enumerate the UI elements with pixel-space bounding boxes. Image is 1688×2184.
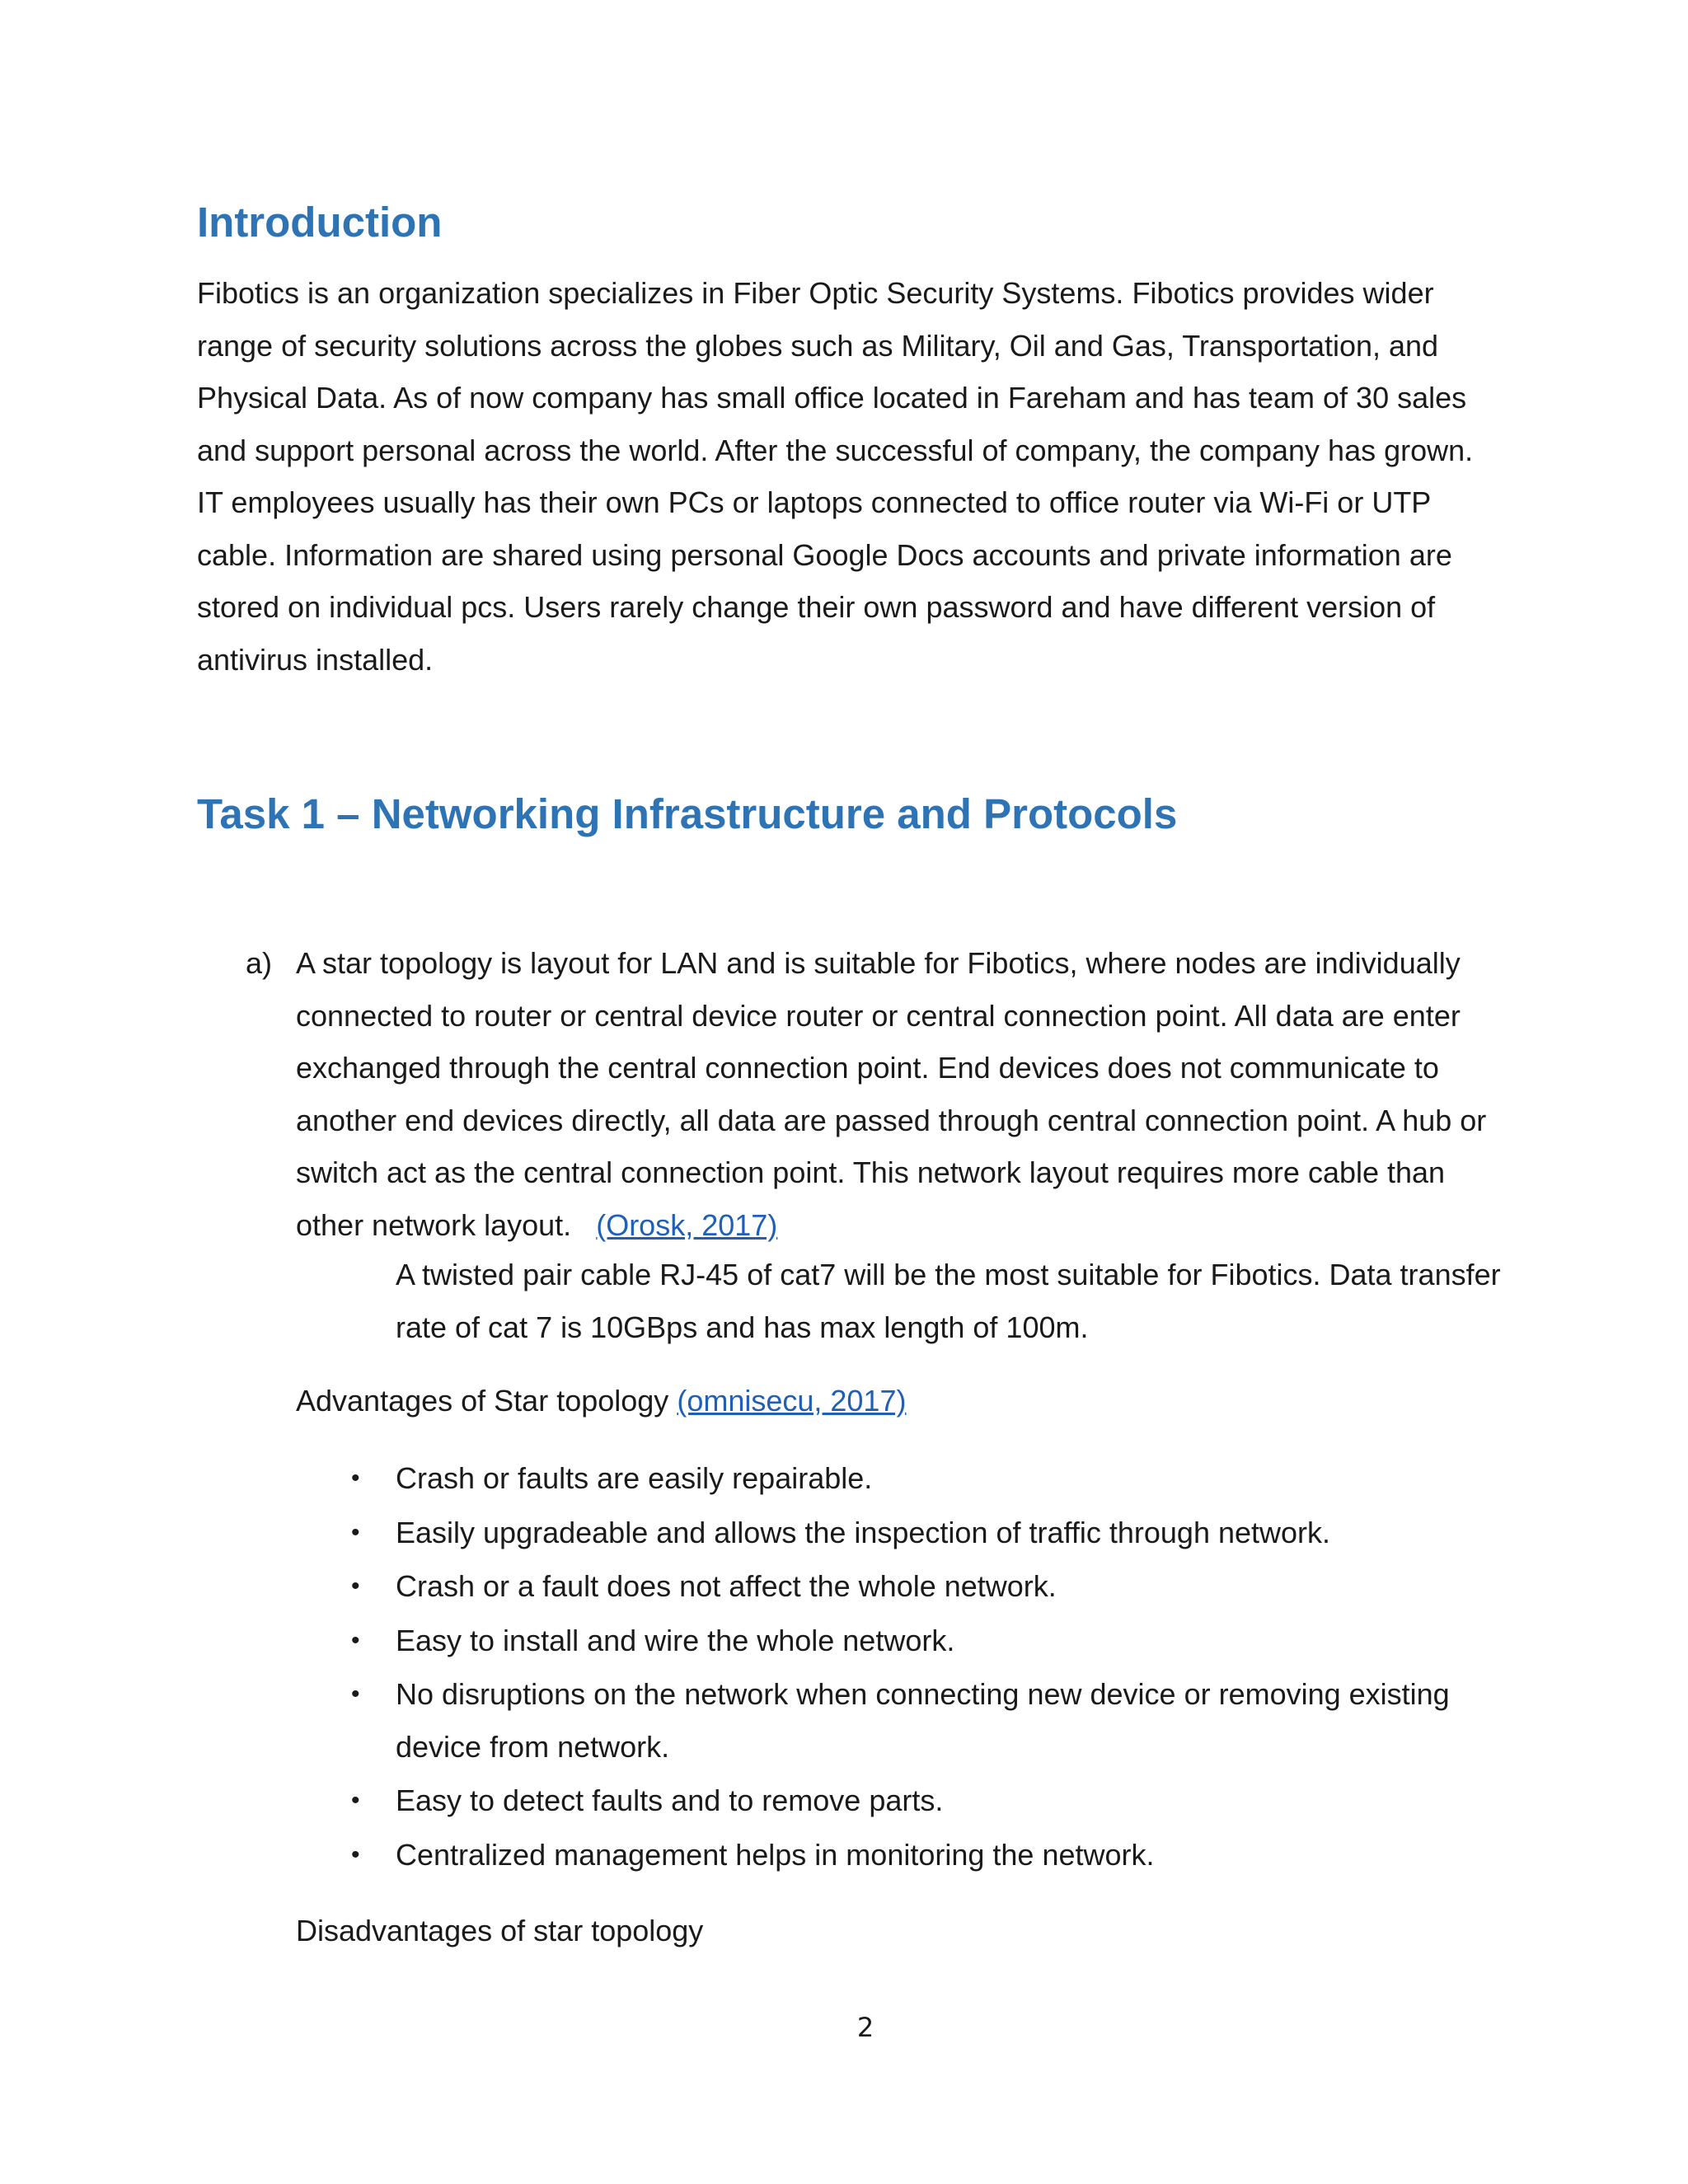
intro-line: cable. Information are shared using personal Google Docs accounts and private information are — [197, 537, 1452, 572]
item-a-last-text: other network layout. — [296, 1207, 572, 1242]
list-marker-a: a) — [246, 946, 273, 980]
intro-line: and support personal across the world. After the successful of company, the company has grown. — [197, 433, 1474, 467]
bullet-icon: • — [351, 1572, 360, 1600]
cable-paragraph — [396, 1249, 1566, 1353]
bullet-icon: • — [351, 1465, 360, 1492]
intro-line: Fibotics is an organization specializes in Fiber Optic Security Systems. Fibotics provides wider — [197, 276, 1434, 310]
page-number: 2 — [856, 2012, 874, 2043]
intro-line: antivirus installed. — [197, 642, 434, 677]
list-item — [296, 1774, 1565, 1827]
intro-line: range of security solutions across the globes such as Military, Oil and Gas, Transportation, and — [197, 328, 1439, 363]
bullet-icon: • — [351, 1840, 360, 1868]
introduction-heading: Introduction — [197, 199, 443, 246]
cable-line: rate of cat 7 is 10GBps and has max length of 100m. — [396, 1310, 1089, 1344]
list-item — [296, 1668, 1565, 1773]
advantages-list — [296, 1452, 1565, 1882]
list-item-text: Easy to detect faults and to remove parts. — [396, 1783, 944, 1817]
list-item-text: Centralized management helps in monitoring the network. — [396, 1837, 1155, 1872]
list-item — [296, 1829, 1565, 1882]
list-item — [296, 1615, 1565, 1667]
bullet-icon: • — [351, 1787, 360, 1814]
introduction-paragraph — [197, 267, 1549, 686]
list-item-text: Crash or a fault does not affect the whole network. — [396, 1569, 1057, 1603]
advantages-heading-text: Advantages of Star topology — [296, 1384, 669, 1418]
list-item-continuation: device from network. — [396, 1729, 670, 1764]
item-a-line: exchanged through the central connection point. End devices does not communicate to — [296, 1051, 1439, 1085]
task-1-heading: Task 1 – Networking Infrastructure and Protocols — [197, 790, 1178, 837]
bullet-icon: • — [351, 1518, 360, 1546]
item-a-line: switch act as the central connection point. This network layout requires more cable than — [296, 1155, 1446, 1189]
list-item-text: Easy to install and wire the whole network. — [396, 1623, 955, 1657]
bullet-icon: • — [351, 1680, 360, 1708]
bullet-icon: • — [351, 1626, 360, 1654]
list-item — [296, 1452, 1565, 1505]
disadvantages-heading: Disadvantages of star topology — [296, 1914, 704, 1947]
item-a-line: another end devices directly, all data are passed through central connection point. A hub or — [296, 1103, 1487, 1137]
citation-link-omnisecu[interactable]: (omnisecu, 2017) — [677, 1384, 907, 1418]
item-a-line: A star topology is layout for LAN and is suitable for Fibotics, where nodes are individually — [296, 946, 1461, 980]
item-a-paragraph — [296, 937, 1549, 1251]
list-item-text: No disruptions on the network when connecting new device or removing existing — [396, 1677, 1450, 1711]
list-item — [296, 1560, 1565, 1613]
list-item-text: Crash or faults are easily repairable. — [396, 1461, 873, 1495]
list-item-text: Easily upgradeable and allows the inspection of traffic through network. — [396, 1515, 1331, 1549]
item-a-last-line — [296, 1199, 1549, 1252]
list-item — [296, 1507, 1565, 1559]
advantages-heading — [296, 1375, 906, 1427]
intro-line: IT employees usually has their own PCs or laptops connected to office router via Wi-Fi or UTP — [197, 485, 1432, 519]
intro-line: Physical Data. As of now company has small office located in Fareham and has team of 30 sales — [197, 381, 1467, 415]
item-a-line: connected to router or central device router or central connection point. All data are enter — [296, 998, 1461, 1033]
intro-line: stored on individual pcs. Users rarely change their own password and have different version of — [197, 590, 1436, 624]
citation-link-orosk[interactable]: (Orosk, 2017) — [596, 1207, 778, 1242]
cable-line: A twisted pair cable RJ-45 of cat7 will be the most suitable for Fibotics. Data transfer — [396, 1258, 1501, 1291]
